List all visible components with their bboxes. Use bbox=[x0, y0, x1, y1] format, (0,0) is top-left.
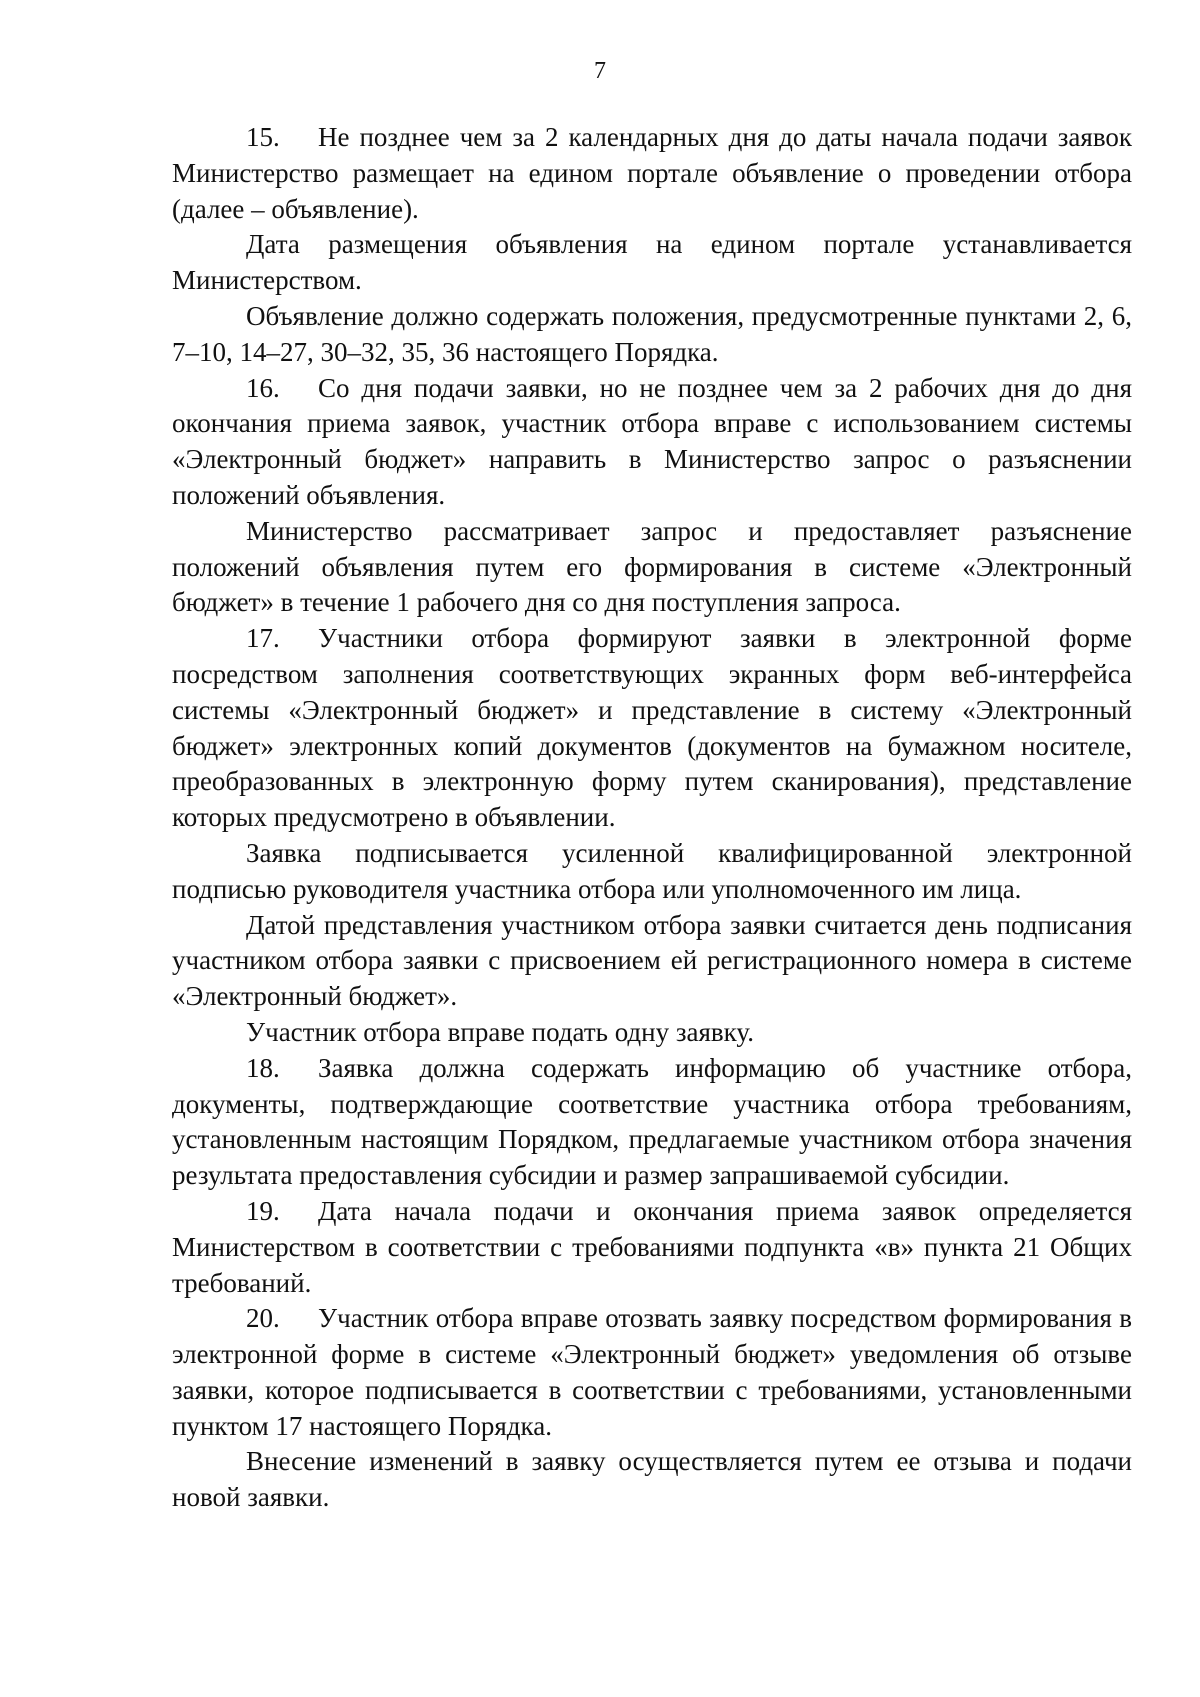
paragraph-number: 16. bbox=[246, 372, 280, 403]
paragraph-18 bbox=[172, 1051, 1132, 1194]
paragraph-20 bbox=[172, 1301, 1132, 1444]
paragraph-text: Со дня подачи заявки, но не позднее чем за 2 рабочих дня до дня окончания приема заявок, участник отбора вправе с использованием системы «Электронный бюджет» направить в Министерство запрос о разъяснении положений объявления. bbox=[172, 372, 1132, 510]
paragraph-text: Дата размещения объявления на едином портале устанавливается Министерством. bbox=[172, 229, 1132, 296]
paragraph-text: Заявка должна содержать информацию об участнике отбора, документы, подтверждающие соответствие участника отбора требованиям, установленным настоящим Порядком, предлагаемые участником отбора значения результата предоставления субсидии и размер запрашиваемой субсидии. bbox=[172, 1052, 1132, 1191]
paragraph-text: Участники отбора формируют заявки в электронной форме посредством заполнения соответствующих экранных форм веб-интерфейса системы «Электронный бюджет» и представление в систему «Электронный бюджет» электронных копий документов (документов на бумажном носителе, преобразованных в электронную форму путем сканирования), представление которых предусмотрено в объявлении. bbox=[172, 623, 1132, 833]
paragraph-number: 20. bbox=[246, 1303, 280, 1334]
paragraph-number: 19. bbox=[246, 1195, 280, 1226]
page-number: 7 bbox=[594, 58, 606, 84]
paragraph-19 bbox=[172, 1194, 1132, 1301]
paragraph-text: Участник отбора вправе отозвать заявку посредством формирования в электронной форме в системе «Электронный бюджет» уведомления об отзыве заявки, которое подписывается в соответствии с требованиями, установленными пунктом 17 настоящего Порядка. bbox=[172, 1303, 1132, 1441]
paragraph-text: Объявление должно содержать положения, предусмотренные пунктами 2, 6, 7–10, 14–27, 30–32, 35, 36 настоящего Порядка. bbox=[172, 300, 1132, 367]
paragraph bbox=[172, 514, 1132, 621]
paragraph bbox=[172, 299, 1132, 371]
paragraph-text: Заявка подписывается усиленной квалифицированной электронной подписью руководителя участника отбора или уполномоченного им лица. bbox=[172, 837, 1132, 904]
paragraph bbox=[172, 227, 1132, 299]
paragraph-text: Датой представления участником отбора заявки считается день подписания участником отбора заявки с присвоением ей регистрационного номера в системе «Электронный бюджет». bbox=[172, 909, 1132, 1012]
paragraph bbox=[172, 1444, 1132, 1516]
paragraph-text: Дата начала подачи и окончания приема заявок определяется Министерством в соответствии с требованиями подпункта «в» пункта 21 Общих требований. bbox=[172, 1195, 1132, 1298]
paragraph-text: Министерство рассматривает запрос и предоставляет разъяснение положений объявления путем его формирования в системе «Электронный бюджет» в течение 1 рабочего дня со дня поступления запроса. bbox=[172, 515, 1132, 618]
paragraph-text: Не позднее чем за 2 календарных дня до даты начала подачи заявок Министерство размещает на едином портале объявление о проведении отбора (далее – объявление). bbox=[172, 122, 1132, 224]
paragraph bbox=[172, 908, 1132, 1015]
paragraph-number: 18. bbox=[246, 1052, 280, 1083]
paragraph-text: Внесение изменений в заявку осуществляется путем ее отзыва и подачи новой заявки. bbox=[172, 1446, 1132, 1513]
paragraph bbox=[172, 836, 1132, 908]
paragraph-17 bbox=[172, 621, 1132, 836]
paragraph bbox=[172, 1015, 1132, 1051]
paragraph-number: 17. bbox=[246, 623, 280, 654]
paragraph-text: Участник отбора вправе подать одну заявку. bbox=[246, 1016, 754, 1047]
paragraph-16 bbox=[172, 371, 1132, 514]
paragraph-15 bbox=[172, 120, 1132, 227]
paragraph-number: 15. bbox=[246, 122, 280, 152]
document-body bbox=[172, 120, 1132, 1516]
